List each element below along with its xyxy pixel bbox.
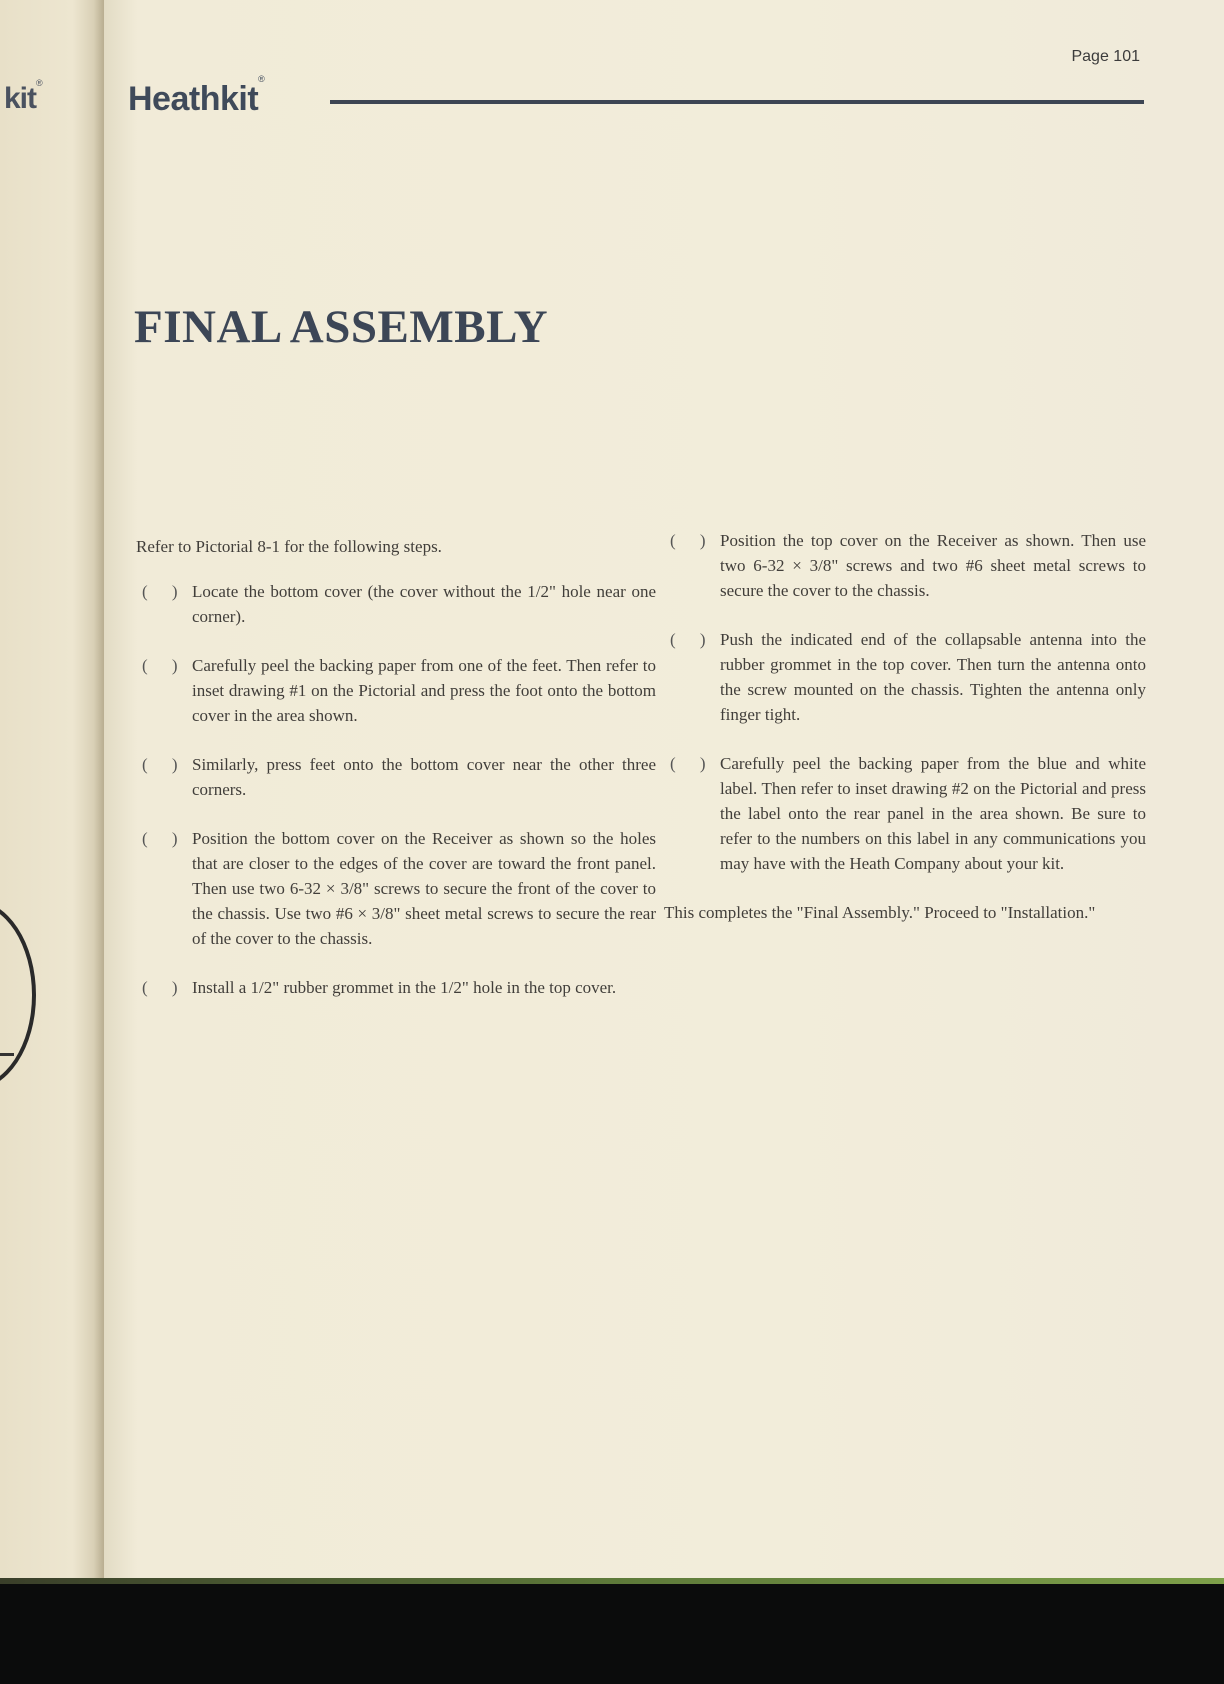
section-title: FINAL ASSEMBLY xyxy=(134,301,549,353)
step-text: Locate the bottom cover (the cover without the 1/2" hole near one corner). xyxy=(192,582,656,626)
step-text: Install a 1/2" rubber grommet in the 1/2" hole in the top cover. xyxy=(192,978,617,997)
step-item xyxy=(136,975,656,1000)
step-checkbox[interactable]: ( ) xyxy=(142,656,188,675)
left-column xyxy=(136,534,656,1024)
step-checkbox[interactable]: ( ) xyxy=(142,755,188,774)
manual-page xyxy=(104,0,1224,1584)
step-text: Position the top cover on the Receiver as shown. Then use two 6-32 × 3/8" screws and two #6 sheet metal screws to secure the cover to the chassis. xyxy=(720,531,1146,600)
step-checkbox[interactable]: ( ) xyxy=(670,531,716,550)
step-item xyxy=(136,826,656,951)
header-rule xyxy=(330,100,1144,104)
facing-page-drawing-arc xyxy=(0,900,36,1090)
step-checkbox[interactable]: ( ) xyxy=(142,978,188,997)
step-text: Carefully peel the backing paper from one of the feet. Then refer to inset drawing #1 on the Pictorial and press the foot onto the bottom cover in the area shown. xyxy=(192,656,656,725)
step-item xyxy=(136,752,656,802)
step-item xyxy=(664,627,1146,727)
step-checkbox[interactable]: ( ) xyxy=(142,829,188,848)
step-item xyxy=(664,528,1146,603)
step-text: Position the bottom cover on the Receiver as shown so the holes that are closer to the edges of the cover are toward the front panel. Then use two 6-32 × 3/8" screws to secure the front of the cover to the chassis. Use two #6 × 3/8" sheet metal screws to secure the rear of the cover to the chassis. xyxy=(192,829,656,948)
facing-page-arrow-icon xyxy=(0,1053,14,1056)
step-text: Push the indicated end of the collapsable antenna into the rubber grommet in the top cover. Then turn the antenna onto the screw mounted on the chassis. Tighten the antenna only finger tight. xyxy=(720,630,1146,724)
step-item xyxy=(136,653,656,728)
step-checkbox[interactable]: ( ) xyxy=(670,754,716,773)
brand-logo: Heathkit® xyxy=(128,74,265,118)
scan-background xyxy=(0,1584,1224,1684)
right-column xyxy=(664,528,1146,925)
step-item xyxy=(136,579,656,629)
step-checkbox[interactable]: ( ) xyxy=(670,630,716,649)
step-checkbox[interactable]: ( ) xyxy=(142,582,188,601)
facing-page-brand: kit® xyxy=(4,78,42,115)
intro-text: Refer to Pictorial 8-1 for the following steps. xyxy=(136,537,442,556)
step-text: Similarly, press feet onto the bottom cover near the other three corners. xyxy=(192,755,656,799)
closing-text: This completes the "Final Assembly." Proceed to "Installation." xyxy=(664,903,1096,922)
step-item xyxy=(664,751,1146,876)
facing-page xyxy=(0,0,104,1584)
page-number: Page 101 xyxy=(1071,48,1140,65)
step-text: Carefully peel the backing paper from the blue and white label. Then refer to inset drawing #2 on the Pictorial and press the label onto the rear panel in the area shown. Be sure to refer to the numbers on this label in any communications you may have with the Heath Company about your kit. xyxy=(720,754,1146,873)
